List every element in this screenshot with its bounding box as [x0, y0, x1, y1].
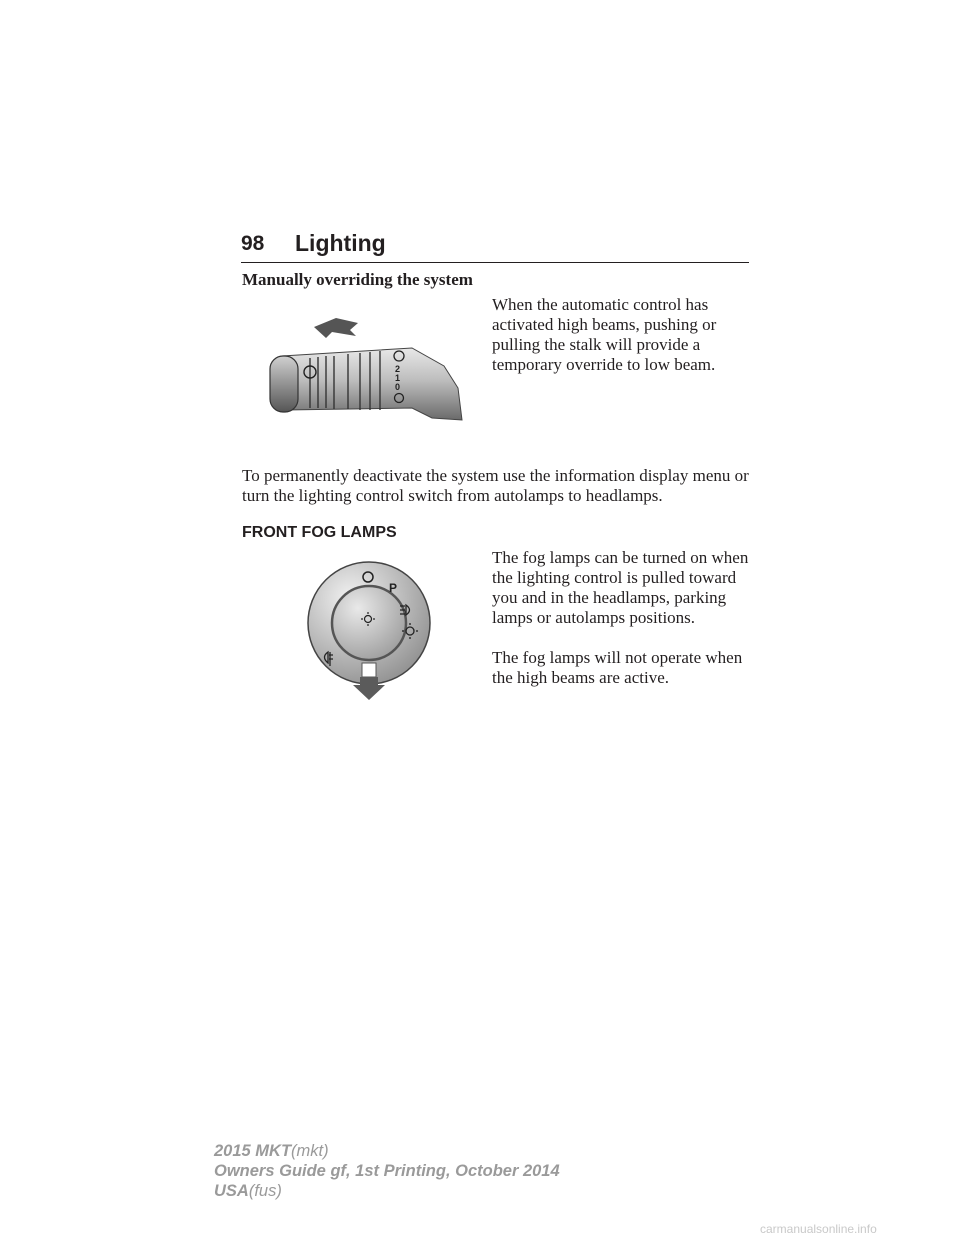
stalk-end-cap — [270, 356, 298, 412]
footer-printing-line: Owners Guide gf, 1st Printing, October 2014 — [214, 1162, 560, 1180]
push-arrow-icon — [314, 318, 358, 338]
stalk-number-0: 0 — [395, 382, 401, 392]
footer-model-line — [214, 1141, 560, 1161]
footer-market-code: (fus) — [248, 1182, 282, 1200]
footer-model-code: (mkt) — [291, 1142, 329, 1160]
watermark-text: carmanualsonline.info — [760, 1222, 877, 1236]
fog-lamps-high-beams-paragraph: The fog lamps will not operate when the high beams are active. — [492, 648, 743, 687]
pull-indicator-tab — [362, 663, 376, 677]
stalk-number-1: 1 — [395, 373, 401, 383]
footer-model: 2015 MKT — [214, 1142, 292, 1160]
footer-market-line — [214, 1181, 560, 1201]
document-footer — [214, 1141, 560, 1201]
page-number: 98 — [241, 232, 265, 255]
page-header — [241, 228, 749, 263]
stalk-number-2: 2 — [395, 364, 401, 374]
override-paragraph: When the automatic control has activated high beams, pushing or pulling the stalk will provide a temporary override to low beam. — [492, 295, 717, 374]
parking-lamps-label: P — [389, 581, 398, 595]
section-subheading: Manually overriding the system — [242, 270, 473, 289]
multifunction-stalk-illustration — [262, 318, 464, 424]
lighting-control-knob-illustration — [306, 560, 436, 702]
chapter-title: Lighting — [295, 230, 386, 256]
control-knob — [332, 586, 406, 660]
footer-market: USA — [214, 1182, 249, 1200]
front-fog-lamps-heading: FRONT FOG LAMPS — [242, 524, 397, 541]
deactivate-paragraph: To permanently deactivate the system use the information display menu or turn the lighting control switch from autolamps to headlamps. — [242, 466, 749, 505]
fog-lamps-on-paragraph: The fog lamps can be turned on when the lighting control is pulled toward you and in the headlamps, parking lamps or autolamps positions. — [492, 548, 749, 627]
stalk-body — [282, 348, 462, 420]
